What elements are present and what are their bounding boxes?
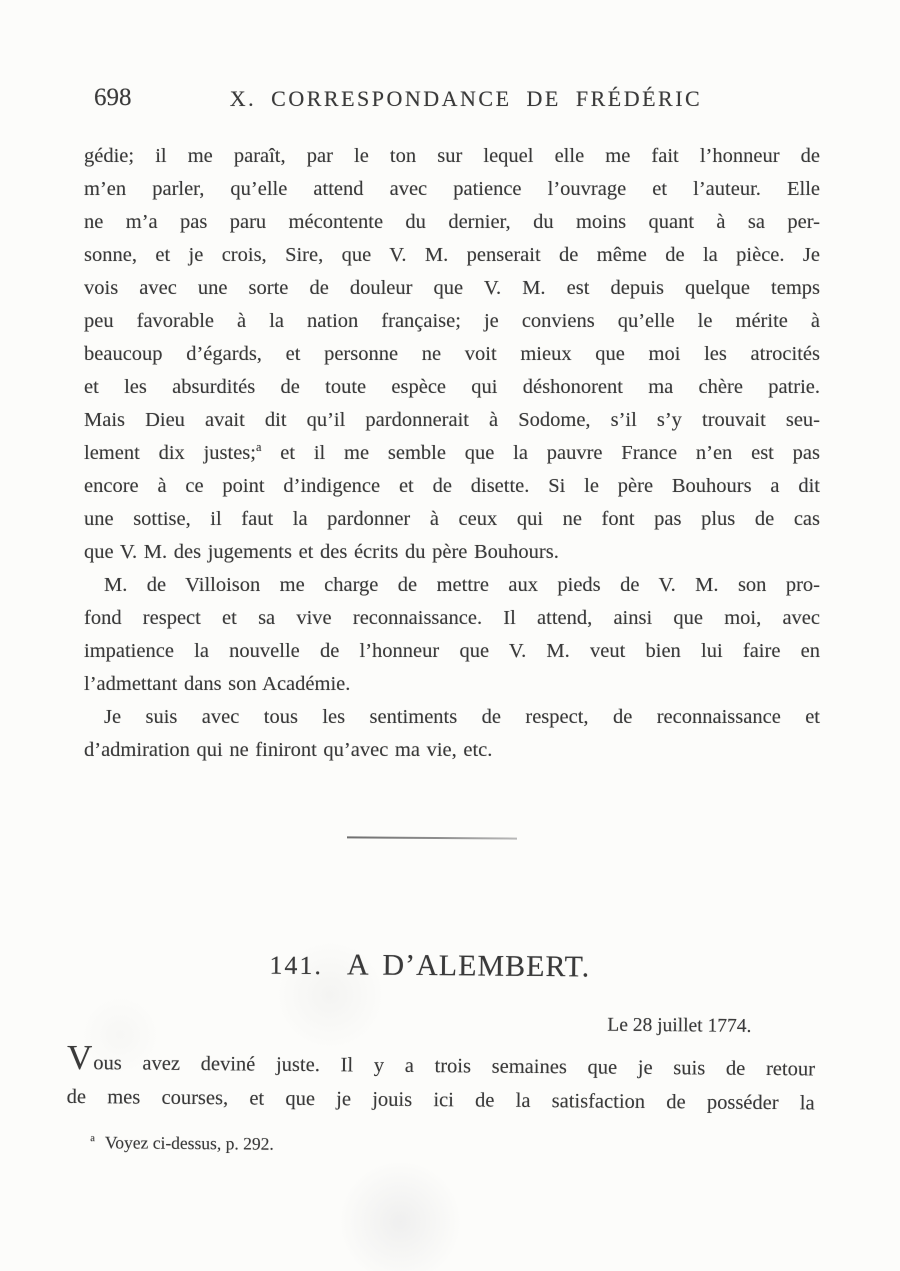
letter-date: Le 28 juillet 1774. xyxy=(607,1014,752,1037)
text-line: M. de Villoison me charge de mettre aux pieds de V. M. son pro- xyxy=(104,574,820,596)
paragraph xyxy=(84,701,820,767)
footnote-marker: a xyxy=(90,1133,96,1145)
drop-cap-initial: V xyxy=(66,1037,93,1078)
paragraph xyxy=(84,140,820,569)
text-line: Je suis avec tous les sentiments de respect, de reconnaissance et xyxy=(104,706,820,728)
letter-title: A D’ALEMBERT. xyxy=(346,948,591,984)
text-line: gédie; il me paraît, par le ton sur lequel elle me fait l’honneur de xyxy=(84,145,820,167)
text-line: impatience la nouvelle de l’honneur que V. M. veut bien lui faire en xyxy=(84,640,820,662)
letter-heading xyxy=(0,945,860,987)
text-line: une sottise, il faut la pardonner à ceux qui ne font pas plus de cas xyxy=(84,508,820,530)
text-line: m’en parler, qu’elle attend avec patience l’ouvrage et l’auteur. Elle xyxy=(84,178,820,200)
text-line: encore à ce point d’indigence et de disette. Si le père Bouhours a dit xyxy=(84,475,820,497)
text-segment: et il me semble que la pauvre France n’en est pas xyxy=(261,442,821,464)
text-line: et les absurdités de toute espèce qui déshonorent ma chère patrie. xyxy=(84,376,820,398)
letter-140-body xyxy=(84,140,820,767)
text-line: Mais Dieu avait dit qu’il pardonnerait à Sodome, s’il s’y trouvait seu- xyxy=(84,409,820,431)
text-line: l’admettant dans son Académie. xyxy=(84,673,351,695)
letter-141-body xyxy=(66,1037,816,1121)
text-line xyxy=(84,437,820,470)
letter-141-section xyxy=(0,945,900,1154)
text-line: d’admiration qui ne finiront qu’avec ma vie, etc. xyxy=(84,739,493,761)
text-line: fond respect et sa vive reconnaissance. Il attend, ainsi que moi, avec xyxy=(84,607,820,629)
running-header: X. CORRESPONDANCE DE FRÉDÉRIC xyxy=(229,86,703,111)
text-line: que V. M. des jugements et des écrits du père Bouhours. xyxy=(84,541,559,563)
section-divider-rule xyxy=(347,836,517,839)
text-line: de mes courses, et que je jouis ici de la satisfaction de posséder la xyxy=(66,1085,815,1115)
text-line: ne m’a pas paru mécontente du dernier, du moins quant à sa per- xyxy=(84,211,820,233)
text-segment: lement dix justes; xyxy=(84,442,256,464)
text-line: vois avec une sorte de douleur que V. M. est depuis quelque temps xyxy=(84,277,820,299)
footnote xyxy=(90,1132,274,1155)
paragraph xyxy=(84,569,820,701)
text-line: peu favorable à la nation française; je conviens qu’elle le mérite à xyxy=(84,310,820,332)
footnote-reference-marker: a xyxy=(255,440,262,455)
text-line: sonne, et je crois, Sire, que V. M. penserait de même de la pièce. Je xyxy=(84,244,820,266)
text-segment: ous avez deviné juste. Il y a trois semaines que je suis de retour xyxy=(93,1052,816,1081)
page-number: 698 xyxy=(94,84,132,111)
footnote-text: Voyez ci-dessus, p. 292. xyxy=(104,1132,274,1154)
letter-number: 141. xyxy=(269,950,324,981)
text-line: beaucoup d’égards, et personne ne voit mieux que moi les atrocités xyxy=(84,343,820,365)
